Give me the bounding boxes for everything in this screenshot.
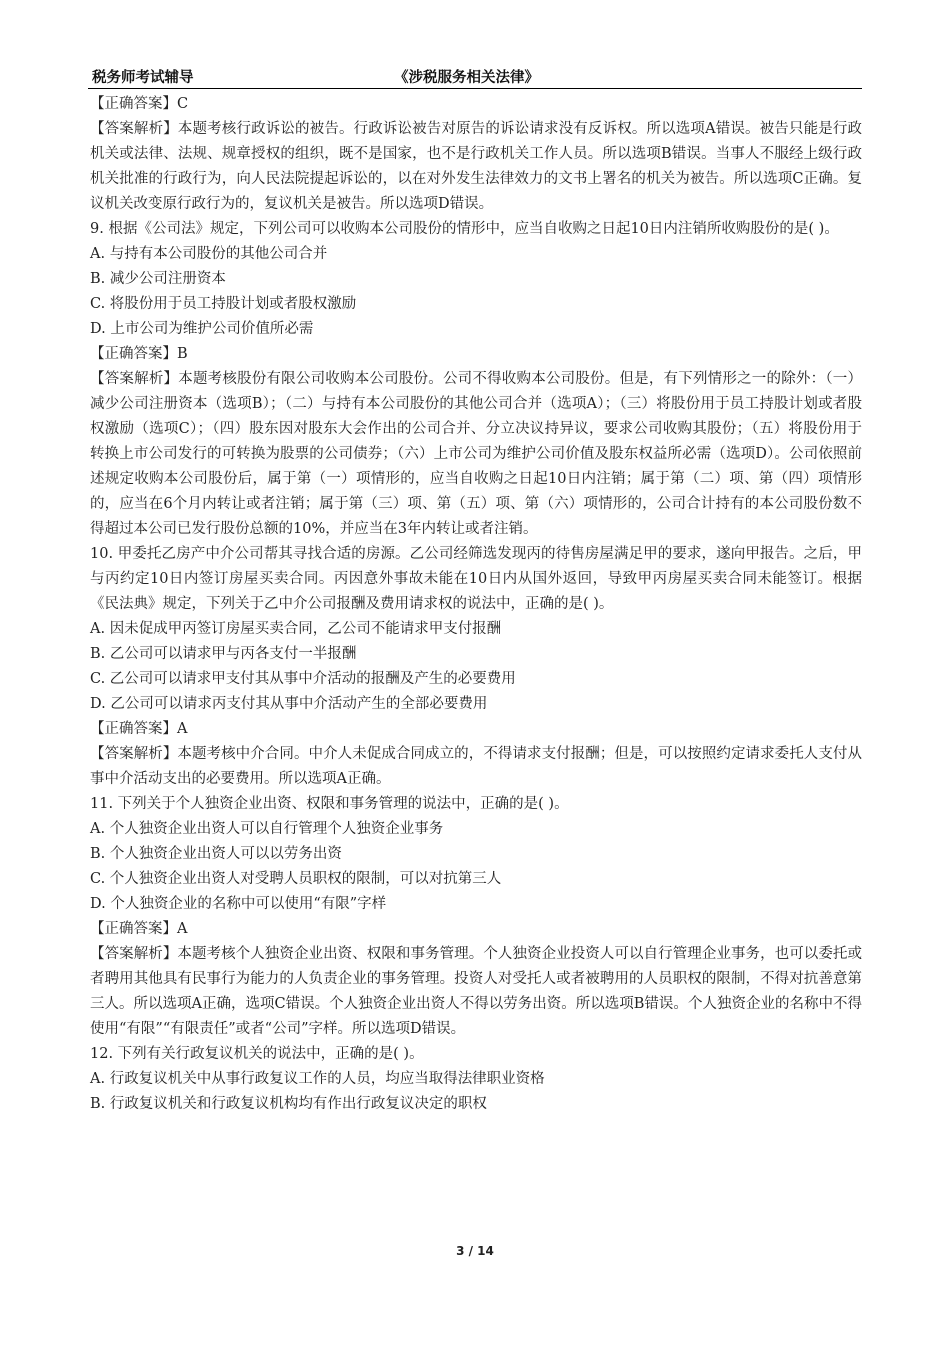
explanation-paragraph: 【答案解析】本题考核行政诉讼的被告。行政诉讼被告对原告的诉讼请求没有反诉权。所以选项A错误。被告只能是行政机关或法律、法规、规章授权的组织，既不是国家，也不是行政机关工作人员。所以选项B错误。当事人不服经上级行政机关批准的行政行为，向人民法院提起诉讼的，以在对外发生法律效力的文书上署名的机关为被告。所以选项C正确。复议机关改变原行政行为的，复议机关是被告。所以选项D错误。 [90,121,862,212]
explanation-paragraph: 【答案解析】本题考核个人独资企业出资、权限和事务管理。个人独资企业投资人可以自行管理企业事务，也可以委托或者聘用其他具有民事行为能力的人负责企业的事务管理。投资人对受托人或者被聘用的人员职权的限制，不得对抗善意第三人。所以选项A正确，选项C错误。个人独资企业出资人不得以劳务出资。所以选项B错误。个人独资企业的名称中不得使用“有限”“有限责任”或者“公司”字样。所以选项D错误。 [90,946,862,1037]
option-c: C. 乙公司可以请求甲支付其从事中介活动的报酬及产生的必要费用 [90,671,516,687]
page-number: 3 / 14 [456,1244,494,1258]
option-d: D. 上市公司为维护公司价值所必需 [90,321,314,337]
option-a: A. 与持有本公司股份的其他公司合并 [90,246,328,262]
option-c: C. 将股份用于员工持股计划或者股权激励 [90,296,357,312]
header-book-title: 《涉税服务相关法律》 [394,69,539,86]
answer-line: 【正确答案】A [90,721,188,737]
option-a: A. 个人独资企业出资人可以自行管理个人独资企业事务 [90,821,444,837]
header-left-title: 税务师考试辅导 [92,69,194,86]
answer-line: 【正确答案】C [90,96,189,112]
explanation-paragraph: 【答案解析】本题考核股份有限公司收购本公司股份。公司不得收购本公司股份。但是，有下列情形之一的除外：（一）减少公司注册资本（选项B）；（二）与持有本公司股份的其他公司合并（选项A）；（三）将股份用于员工持股计划或者股权激励（选项C）；（四）股东因对股东大会作出的公司合并、分立决议持异议，要求公司收购其股份；（五）将股份用于转换上市公司发行的可转换为股票的公司债券；（六）上市公司为维护公司价值及股东权益所必需（选项D）。公司依照前述规定收购本公司股份后，属于第（一）项情形的，应当自收购之日起10日内注销；属于第（二）项、第（四）项情形的，应当在6个月内转让或者注销；属于第（三）项、第（五）项、第（六）项情形的，公司合计持有的本公司股份数不得超过本公司已发行股份总额的10%，并应当在3年内转让或者注销。 [90,371,862,537]
answer-line: 【正确答案】A [90,921,188,937]
option-a: A. 因未促成甲丙签订房屋买卖合同，乙公司不能请求甲支付报酬 [90,621,502,637]
option-d: D. 个人独资企业的名称中可以使用“有限”字样 [90,896,387,912]
option-b: B. 乙公司可以请求甲与丙各支付一半报酬 [90,646,357,662]
option-b: B. 个人独资企业出资人可以以劳务出资 [90,846,342,862]
question-12: 12. 下列有关行政复议机关的说法中，正确的是( )。 [90,1046,424,1062]
option-d: D. 乙公司可以请求丙支付其从事中介活动产生的全部必要费用 [90,696,488,712]
option-b: B. 行政复议机关和行政复议机构均有作出行政复议决定的职权 [90,1096,487,1112]
explanation-paragraph: 【答案解析】本题考核中介合同。中介人未促成合同成立的，不得请求支付报酬；但是，可以按照约定请求委托人支付从事中介活动支出的必要费用。所以选项A正确。 [90,746,862,787]
option-c: C. 个人独资企业出资人对受聘人员职权的限制，可以对抗第三人 [90,871,502,887]
option-b: B. 减少公司注册资本 [90,271,226,287]
option-a: A. 行政复议机关中从事行政复议工作的人员，均应当取得法律职业资格 [90,1071,545,1087]
question-11: 11. 下列关于个人独资企业出资、权限和事务管理的说法中，正确的是( )。 [90,796,569,812]
question-10: 10. 甲委托乙房产中介公司帮其寻找合适的房源。乙公司经筛选发现丙的待售房屋满足甲的要求，遂向甲报告。之后，甲与丙约定10日内签订房屋买卖合同。丙因意外事故未能在10日内从国外返回，导致甲丙房屋买卖合同未能签订。根据《民法典》规定，下列关于乙中介公司报酬及费用请求权的说法中，正确的是( )。 [90,546,862,612]
page-header [88,66,862,89]
document-body [90,92,862,1117]
question-9: 9. 根据《公司法》规定，下列公司可以收购本公司股份的情形中，应当自收购之日起10日内注销所收购股份的是( )。 [90,221,839,237]
answer-line: 【正确答案】B [90,346,188,362]
